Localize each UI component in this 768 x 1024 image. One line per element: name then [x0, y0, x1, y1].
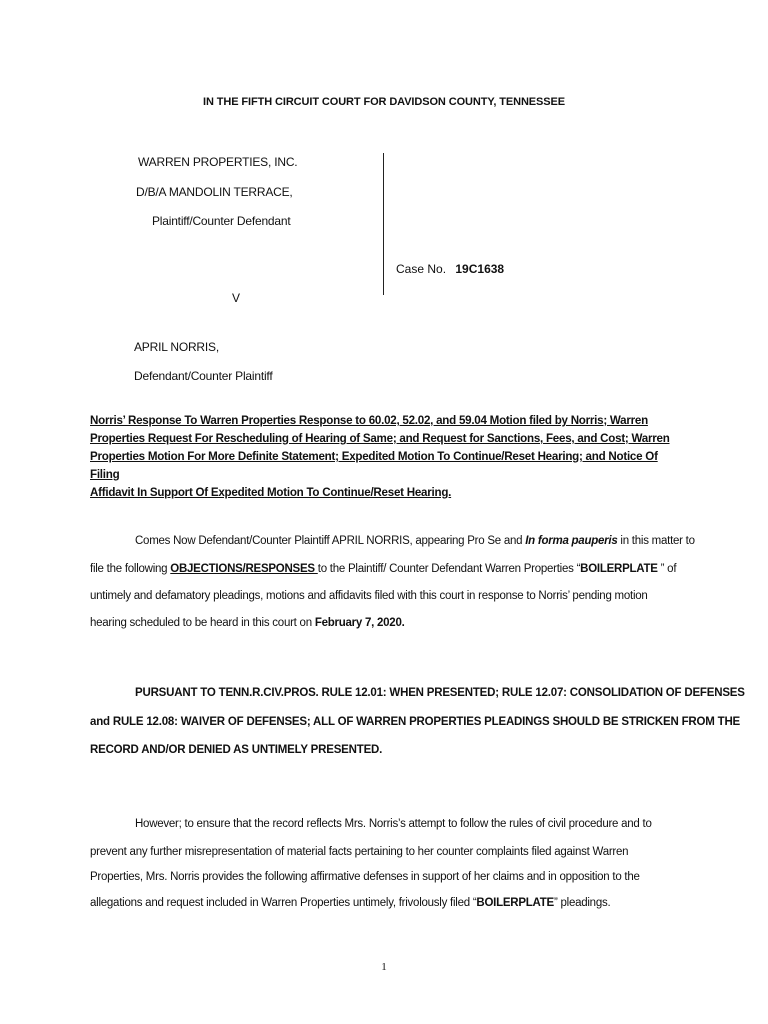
defendant-name: APRIL NORRIS,	[134, 340, 219, 354]
plaintiff-role: Plaintiff/Counter Defendant	[152, 214, 291, 228]
intro-line: hearing scheduled to be heard in this court on February 7, 2020.	[90, 617, 405, 629]
document-title-line: Properties Request For Rescheduling of Hearing of Same; and Request for Sanctions, Fees, and Cost; Warren	[90, 432, 670, 445]
case-number: 19C1638	[455, 262, 505, 276]
case-number-line	[396, 262, 504, 276]
heading-line: PURSUANT TO TENN.R.CIV.PROS. RULE 12.01: WHEN PRESENTED; RULE 12.07: CONSOLIDATION OF DEFENSES	[135, 687, 745, 699]
document-title-line: Affidavit In Support Of Expedited Motion To Continue/Reset Hearing.	[90, 486, 452, 499]
caption-divider	[383, 153, 384, 295]
case-label: Case No.	[396, 262, 447, 276]
defendant-role: Defendant/Counter Plaintiff	[134, 369, 273, 383]
body-line: allegations and request included in Warren Properties untimely, frivolously filed “BOILERPLATE” pleadings.	[90, 897, 611, 909]
objections-responses: OBJECTIONS/RESPONSES	[170, 563, 318, 575]
document-title-line: Properties Motion For More Definite Statement; Expedited Motion To Continue/Reset Hearing; and Notice Of Filing	[90, 450, 658, 481]
intro-line: untimely and defamatory pleadings, motions and affidavits filed with this court in response to Norris’ pending motion	[90, 590, 648, 602]
heading-line: RECORD AND/OR DENIED AS UNTIMELY PRESENTED.	[90, 744, 383, 756]
hearing-date: February 7, 2020.	[314, 617, 405, 629]
intro-line: file the following OBJECTIONS/RESPONSES to the Plaintiff/ Counter Defendant Warren Properties “BOILERPLATE ” of	[90, 563, 677, 575]
plaintiff-name: WARREN PROPERTIES, INC.	[138, 155, 298, 169]
court-title: IN THE FIFTH CIRCUIT COURT FOR DAVIDSON COUNTY, TENNESSEE	[203, 96, 565, 108]
body-line: prevent any further misrepresentation of material facts pertaining to her counter complaints filed against Warren	[90, 846, 629, 858]
versus: V	[232, 291, 240, 305]
document-title-line: Norris’ Response To Warren Properties Response to 60.02, 52.02, and 59.04 Motion filed by Norris; Warren	[90, 414, 648, 427]
body-line: However; to ensure that the record reflects Mrs. Norris’s attempt to follow the rules of civil procedure and to	[135, 818, 652, 830]
document-title	[90, 412, 680, 502]
intro-line: Comes Now Defendant/Counter Plaintiff APRIL NORRIS, appearing Pro Se and In forma pauperis in this matter to	[135, 535, 695, 547]
heading-line: and RULE 12.08: WAIVER OF DEFENSES; ALL OF WARREN PROPERTIES PLEADINGS SHOULD BE STRICKEN FROM THE	[90, 716, 741, 728]
body-line: Properties, Mrs. Norris provides the following affirmative defenses in support of her claims and in opposition to the	[90, 871, 640, 883]
plaintiff-dba: D/B/A MANDOLIN TERRACE,	[136, 185, 293, 199]
page-number: 1	[381, 961, 387, 973]
in-forma-pauperis: In forma pauperis	[525, 535, 618, 547]
